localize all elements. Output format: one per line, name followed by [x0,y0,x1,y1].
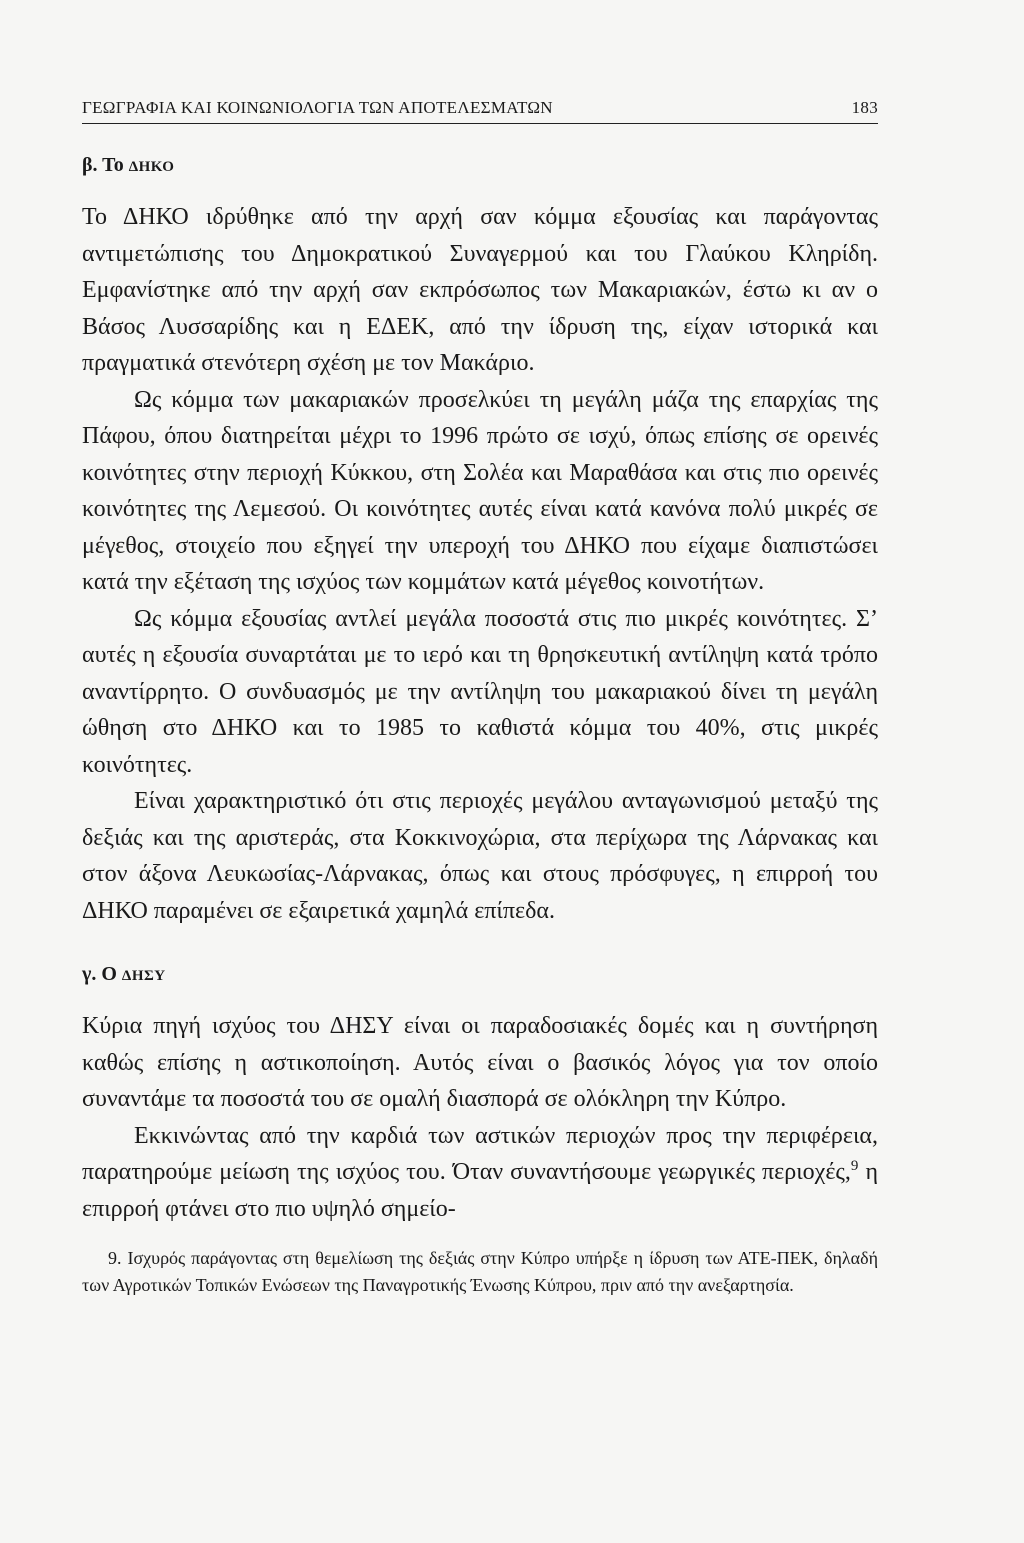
section-heading-b-prefix: β. Το [82,154,124,176]
paragraph-g-1: Κύρια πηγή ισχύος του ΔΗΣΥ είναι οι παραδοσιακές δομές και η συντήρηση καθώς επίσης η αστικοποίηση. Αυτός είναι ο βασικός λόγος για τον οποίο συναντάμε τα ποσοστά του σε ομαλή διασπορά σε ολόκληρη την Κύπρο. [82,1013,878,1112]
section-heading-g-title: ΔΗΣΥ [121,968,166,984]
section-heading-g [82,963,878,986]
footnote-9: 9. Ισχυρός παράγοντας στη θεμελίωση της δεξιάς στην Κύπρο υπήρξε η ίδρυση των ΑΤΕ-ΠΕΚ, δηλαδή των Αγροτικών Τοπικών Ενώσεων της Παναγροτικής Ένωσης Κύπρου, πριν από την ανεξαρτησία. [82,1248,878,1295]
paragraph-b-3: Ως κόμμα εξουσίας αντλεί μεγάλα ποσοστά στις πιο μικρές κοινότητες. Σ’ αυτές η εξουσία συναρτάται με το ιερό και τη θρησκευτική αντίληψη κατά τρόπο αναντίρρητο. Ο συνδυασμός με την αντίληψη του μακαριακού δίνει τη μεγάλη ώθηση στο ΔΗΚΟ και το 1985 το καθιστά κόμμα του 40%, στις μικρές κοινότητες. [82,605,878,778]
page-number: 183 [851,98,878,117]
paragraph-b-1: Το ΔΗΚΟ ιδρύθηκε από την αρχή σαν κόμμα εξουσίας και παράγοντας αντιμετώπισης του Δημοκρατικού Συναγερμού και του Γλαύκου Κληρίδη. Εμφανίστηκε από την αρχή σαν εκπρόσωπος των Μακαριακών, έστω κι αν ο Βάσος Λυσσαρίδης και η ΕΔΕΚ, από την ίδρυση της, είχαν ιστορικά και πραγματικά στενότερη σχέση με τον Μακάριο. [82,204,878,376]
paragraph-g-2-text-a: Εκκινώντας από την καρδιά των αστικών περιοχών προς την περιφέρεια, παρατηρούμε μείωση της ισχύος του. Όταν συναντήσουμε γεωργικές περιοχές, [82,1122,878,1185]
paragraph-g-2 [82,1118,878,1228]
footnote-reference: 9 [850,1158,859,1174]
running-header-title: ΓΕΩΓΡΑΦΙΑ ΚΑΙ ΚΟΙΝΩΝΙΟΛΟΓΙΑ ΤΩΝ ΑΠΟΤΕΛΕΣΜΑΤΩΝ [82,98,553,117]
section-heading-g-prefix: γ. Ο [82,963,117,985]
paragraph-g-2-text-b: η επιρροή φτάνει στο πιο υψηλό σημείο- [82,1159,878,1222]
paragraph-b-4: Είναι χαρακτηριστικό ότι στις περιοχές μεγάλου ανταγωνισμού μεταξύ της δεξιάς και της αριστεράς, στα Κοκκινοχώρια, στα περίχωρα της Λάρνακας και στον άξονα Λευκωσίας-Λάρνακας, όπως και στους πρόσφυγες, η επιρροή του ΔΗΚΟ παραμένει σε εξαιρετικά χαμηλά επίπεδα. [82,788,878,924]
section-heading-b [82,154,878,177]
paragraph-b-2: Ως κόμμα των μακαριακών προσελκύει τη μεγάλη μάζα της επαρχίας της Πάφου, όπου διατηρείται μέχρι το 1996 πρώτο σε ισχύ, όπως επίσης σε ορεινές κοινότητες στην περιοχή Κύκκου, στη Σολέα και Μαραθάσα και στις πιο ορεινές κοινότητες της Λεμεσού. Οι κοινότητες αυτές είναι κατά κανόνα πολύ μικρές σε μέγεθος, στοιχείο που εξηγεί την υπεροχή του ΔΗΚΟ που είχαμε διαπιστώσει κατά την εξέταση της ισχύος των κομμάτων κατά μέγεθος κοινοτήτων. [82,386,878,595]
running-header [82,98,878,124]
book-page [82,98,878,1317]
section-heading-b-title: ΔΗΚΟ [128,159,175,175]
